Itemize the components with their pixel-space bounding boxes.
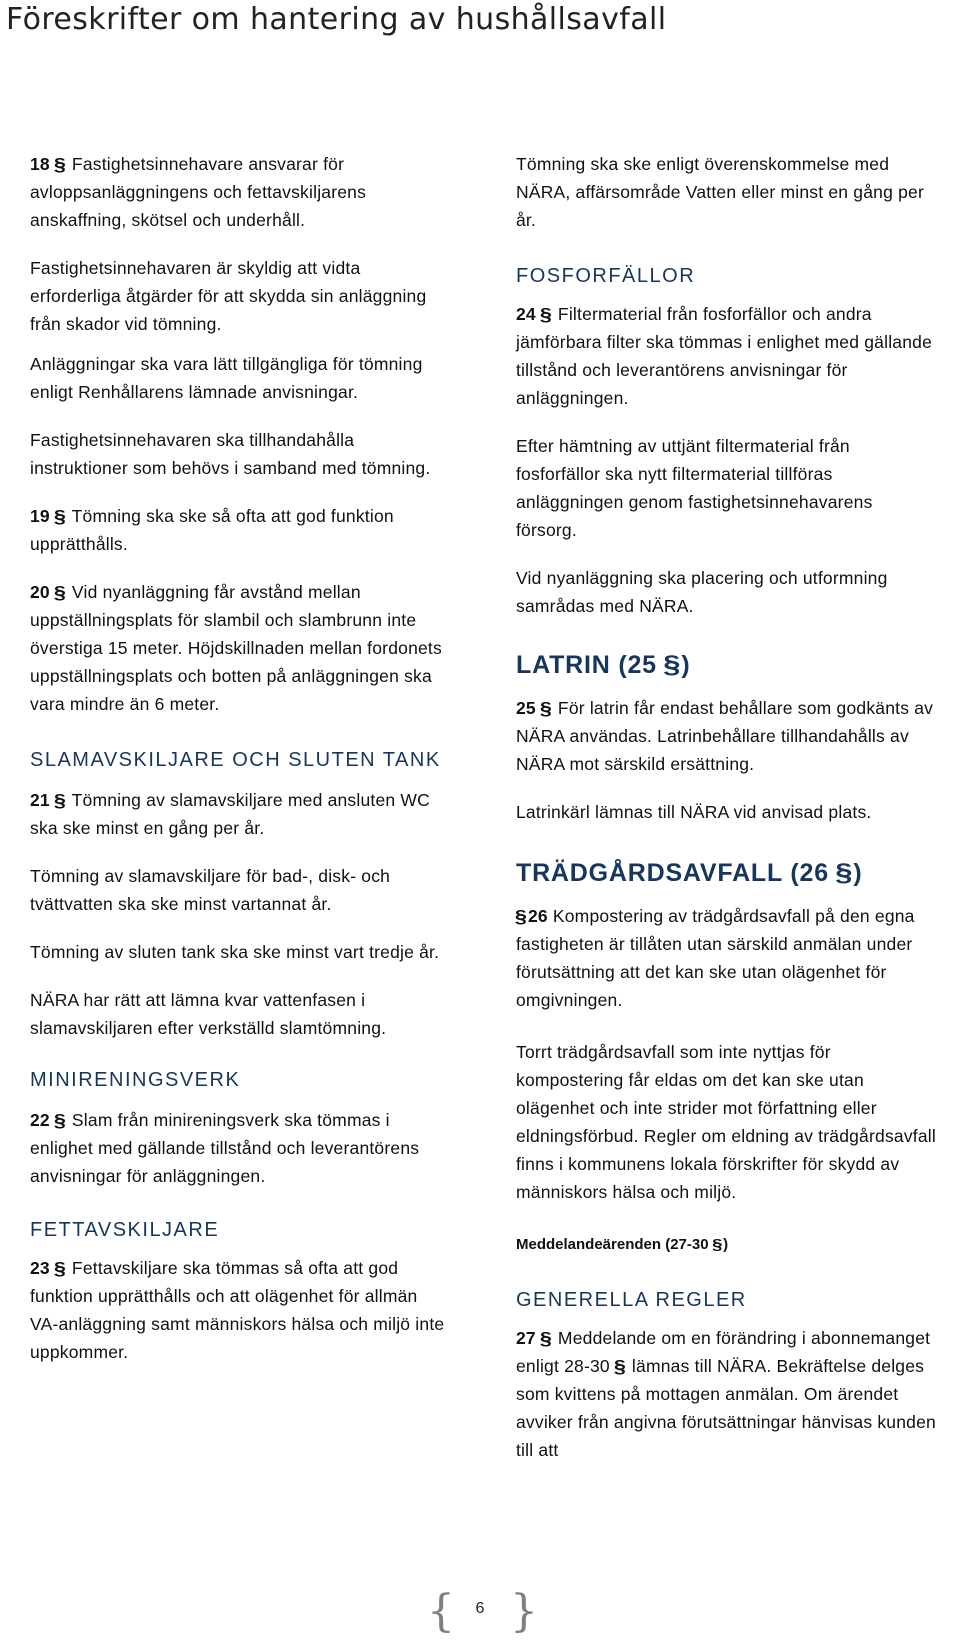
left-brace-icon: { <box>427 1586 455 1637</box>
heading-fettavskiljare: FETTAVSKILJARE <box>30 1219 220 1241</box>
paragraph: Tömning av slamavskiljare för bad-, disk- och tvättvatten ska ske minst vartannat år. <box>30 866 391 914</box>
section-number: 19 <box>30 506 50 526</box>
heading-text: LATRIN (25 <box>516 651 665 679</box>
left-column <box>30 150 450 1366</box>
section-number: 18 <box>30 154 50 174</box>
heading-minireningsverk: MINIRENINGSVERK <box>30 1069 241 1091</box>
section-sign: § <box>53 506 67 526</box>
paragraph: Fastighetsinnehavaren är skyldig att vidta erforderliga åtgärder för att skydda sin anläggning från skador vid tömning. <box>30 258 427 334</box>
right-column <box>516 150 936 1464</box>
page-footer <box>0 1586 960 1637</box>
section-sign: § <box>711 1236 723 1253</box>
paragraph: Vid nyanläggning ska placering och utformning samrådas med NÄRA. <box>516 568 888 616</box>
heading-close: ) <box>681 651 691 679</box>
section-sign: § <box>613 1356 627 1376</box>
paragraph: Anläggningar ska vara lätt tillgängliga för tömning enligt Renhållarens lämnade anvisningar. <box>30 354 423 402</box>
heading-close: ) <box>853 859 863 887</box>
section-number: 20 <box>30 582 50 602</box>
paragraph-text: Tömning ska ske så ofta att god funktion upprätthålls. <box>30 506 394 554</box>
paragraph: Latrinkärl lämnas till NÄRA vid anvisad plats. <box>516 802 872 822</box>
section-sign: § <box>53 582 67 602</box>
section-number: 25 <box>516 698 536 718</box>
paragraph-s18 <box>30 150 450 234</box>
section-sign: § <box>53 1258 67 1278</box>
paragraph: Fastighetsinnehavaren ska tillhandahålla instruktioner som behövs i samband med tömning. <box>30 430 431 478</box>
section-number: 26 <box>527 906 548 926</box>
heading-slamavskiljare: SLAMAVSKILJARE OCH SLUTEN TANK <box>30 749 441 771</box>
paragraph-s23 <box>30 1254 450 1366</box>
paragraph: Torrt trädgårdsavfall som inte nyttjas för kompostering får eldas om det kan ske utan olägenhet och inte strider mot författning eller eldningsförbud. Regler om eldning av trädgårdsavfall finns i kommunens lokala förskrifter för skydd av människors hälsa och miljö. <box>516 1042 936 1202</box>
paragraph-text: Tömning av slamavskiljare med ansluten WC ska ske minst en gång per år. <box>30 790 430 838</box>
section-sign: § <box>53 1110 67 1130</box>
paragraph-text: Slam från minireningsverk ska tömmas i enlighet med gällande tillstånd och leverantörens anvisningar för anläggningen. <box>30 1110 420 1186</box>
paragraph: Tömning ska ske enligt överenskommelse med NÄRA, affärsområde Vatten eller minst en gång per år. <box>516 154 924 230</box>
heading-text: Meddelandeärenden (27-30 <box>516 1236 713 1253</box>
section-sign: § <box>53 154 67 174</box>
heading-text: TRÄDGÅRDSAVFALL (26 <box>516 859 837 887</box>
heading-tradgardsavfall <box>516 856 936 890</box>
paragraph-text: Filtermaterial från fosforfällor och andra jämförbara filter ska tömmas i enlighet med gällande tillstånd och leverantörens anvisningar för anläggningen. <box>516 304 933 408</box>
paragraph: NÄRA har rätt att lämna kvar vattenfasen i slamavskiljaren efter verkställd slamtömning. <box>30 990 387 1038</box>
page-number: 6 <box>475 1600 485 1617</box>
paragraph-s22 <box>30 1106 450 1190</box>
paragraph-text: Meddelande om en förändring i abonnemanget enligt 28-30 <box>516 1328 931 1376</box>
paragraph-text: För latrin får endast behållare som godkänts av NÄRA användas. Latrinbehållare tillhandahålls av NÄRA mot särskild ersättning. <box>516 698 934 774</box>
heading-latrin <box>516 648 936 682</box>
section-number: 24 <box>516 304 536 324</box>
section-number: 23 <box>30 1258 50 1278</box>
section-sign: § <box>834 859 854 887</box>
paragraph: Efter hämtning av uttjänt filtermaterial från fosforfällor ska nytt filtermaterial tillföras anläggningen genom fastighetsinnehavarens försorg. <box>516 436 873 540</box>
heading-generella-regler: GENERELLA REGLER <box>516 1289 747 1311</box>
section-sign: § <box>53 790 67 810</box>
paragraph-s26 <box>516 902 936 1014</box>
heading-meddelandearenden <box>516 1234 936 1256</box>
paragraph: Tömning av sluten tank ska ske minst vart tredje år. <box>30 942 440 962</box>
paragraph-s21 <box>30 786 450 842</box>
paragraph-s25 <box>516 694 936 778</box>
section-sign: § <box>514 906 528 926</box>
section-sign: § <box>539 1328 553 1348</box>
paragraph-s19 <box>30 502 450 558</box>
paragraph-s27 <box>516 1324 936 1464</box>
paragraph-text: Vid nyanläggning får avstånd mellan uppställningsplats för slambil och slambrunn inte överstiga 15 meter. Höjdskillnaden mellan fordonets uppställningsplats och botten på anläggningen ska vara mindre än 6 meter. <box>30 582 442 714</box>
paragraph-s24 <box>516 300 936 412</box>
heading-close: ) <box>723 1236 729 1253</box>
paragraph-s20 <box>30 578 450 718</box>
paragraph-text: Fastighetsinnehavare ansvarar för avloppsanläggningens och fettavskiljarens anskaffning, skötsel och underhåll. <box>30 154 367 230</box>
paragraph-text: lämnas till NÄRA. Bekräftelse delges som kvittens på mottagen anmälan. Om ärendet avviker från angivna förutsättningar hänvisas kunden till att <box>516 1356 936 1460</box>
section-sign: § <box>539 304 553 324</box>
right-brace-icon: } <box>510 1586 538 1637</box>
section-sign: § <box>662 651 682 679</box>
section-number: 21 <box>30 790 50 810</box>
section-sign: § <box>539 698 553 718</box>
section-number: 27 <box>516 1328 536 1348</box>
page-title: Föreskrifter om hantering av hushållsavfall <box>6 2 667 37</box>
paragraph-text: Kompostering av trädgårdsavfall på den egna fastigheten är tillåten utan särskild anmälan under förutsättning att det kan ske utan olägenhet för omgivningen. <box>516 906 915 1010</box>
paragraph-text: Fettavskiljare ska tömmas så ofta att god funktion upprätthålls och att olägenhet för allmän VA-anläggning samt människors hälsa och miljö inte uppkommer. <box>30 1258 445 1362</box>
section-number: 22 <box>30 1110 50 1130</box>
heading-fosforfallor: FOSFORFÄLLOR <box>516 265 696 287</box>
